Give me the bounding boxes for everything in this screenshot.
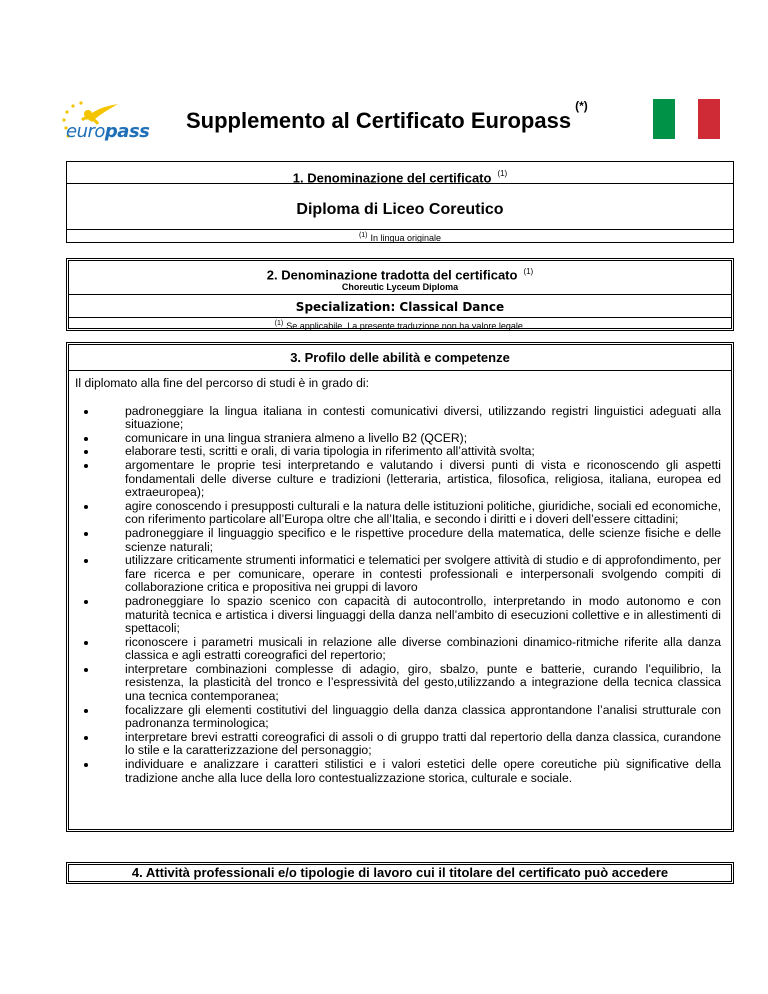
list-item: individuare e analizzare i caratteri stilistici e i valori estetici delle opere coreutiche più significative della tradizione anche alla luce della loro contestualizzazione storica, culturale e sociale.	[125, 757, 721, 785]
list-item: agire conoscendo i presupposti culturali e la natura delle istituzioni politiche, giuridiche, sociali ed economiche, con riferimento particolare all’Europa oltre che all’Italia, e secondo i diritti e i doveri dell’essere cittadini;	[125, 498, 721, 527]
section-certificate-name	[66, 161, 734, 243]
list-item: comunicare in una lingua straniera almeno a livello B2 (QCER);	[125, 432, 721, 446]
page-header	[0, 0, 768, 160]
section3-content	[69, 371, 731, 785]
section1-note: $^{(1)}$ In lingua originale	[358, 232, 442, 243]
section-professional-activities	[66, 862, 734, 884]
section2-note: $^{(1)}$ Se applicabile. La presente traduzione non ha valore legale.	[274, 320, 526, 331]
section1-header	[67, 162, 733, 184]
list-item: utilizzare criticamente strumenti informatici e telematici per svolgere attività di studio e di approfondimento, per fare ricerca e per comunicare, operare in contesti professionali e interpersonali svolgendo compiti di collaborazione critica e propositiva nei gruppi di lavoro	[125, 553, 721, 595]
translated-certificate-name: Choreutic Lyceum Diploma	[341, 282, 459, 293]
list-item: padroneggiare il linguaggio specifico e le rispettive procedure della matematica, delle scienze fisiche e delle scienze naturali;	[125, 525, 721, 554]
list-item: padroneggiare la lingua italiana in contesti comunicativi diversi, utilizzando registri linguistici adeguati alla situazione;	[125, 403, 721, 432]
section2-title: 2. Denominazione tradotta del certificato	[266, 267, 518, 283]
europass-logo-text: europass	[66, 121, 150, 142]
skills-list	[75, 405, 721, 786]
section-translated-name	[66, 258, 734, 331]
section1-title: 1. Denominazione del certificato	[292, 170, 492, 186]
list-item: padroneggiare lo spazio scenico con capacità di autocontrollo, interpretando in modo autonomo e con maturità tecnica e artistica i diversi linguaggi della danza nell’ambito di esecuzioni collettive e in allestimenti di spettacoli;	[125, 593, 721, 636]
list-item: interpretare brevi estratti coreografici di assoli o di gruppo tratti dal repertorio della danza classica, curandone lo stile e la caratterizzazione del personaggio;	[125, 729, 721, 758]
list-item: interpretare combinazioni complesse di adagio, giro, sbalzo, punte e batterie, curando l’equilibrio, la resistenza, la plasticità del tronco e l’espressività del gesto,utilizzando a integrazione della tecnica classica una tecnica contemporanea;	[125, 661, 721, 704]
list-item: focalizzare gli elementi costitutivi del linguaggio della danza classica approntandone l’analisi strutturale con padronanza terminologica;	[125, 702, 721, 731]
italy-flag-icon	[653, 99, 720, 139]
section-skills-profile	[66, 342, 734, 832]
section1-title-mark: (1)	[497, 169, 508, 178]
certificate-name: Diploma di Liceo Coreutico	[67, 184, 733, 230]
section4-title: 4. Attività professionali e/o tipologie di lavoro cui il titolare del certificato può accedere	[131, 865, 669, 880]
list-item: riconoscere i parametri musicali in relazione alle diverse combinazioni dinamico-ritmiche riferite alla danza classica e agli estratti coreografici del repertorio;	[125, 634, 721, 663]
section3-title: 3. Profilo delle abilità e competenze	[69, 345, 731, 371]
section2-title-mark: (1)	[523, 267, 534, 276]
list-item: argomentare le proprie tesi interpretando e valutando i diversi punti di vista e riconoscendo gli aspetti fondamentali delle diverse culture e tradizioni (letteraria, artistica, filosofica, religiosa, italiana, europea ed extraeuropea);	[125, 457, 721, 500]
title-footnote-mark: (*)	[575, 98, 588, 113]
section3-intro: Il diplomato alla fine del percorso di studi è in grado di:	[75, 376, 370, 390]
list-item: elaborare testi, scritti e orali, di varia tipologia in riferimento all’attività svolta;	[125, 445, 721, 459]
section2-header	[69, 261, 731, 295]
document-title: Supplemento al Certificato Europass(*)	[186, 98, 588, 133]
specialization: Specialization: Classical Dance	[69, 295, 731, 318]
